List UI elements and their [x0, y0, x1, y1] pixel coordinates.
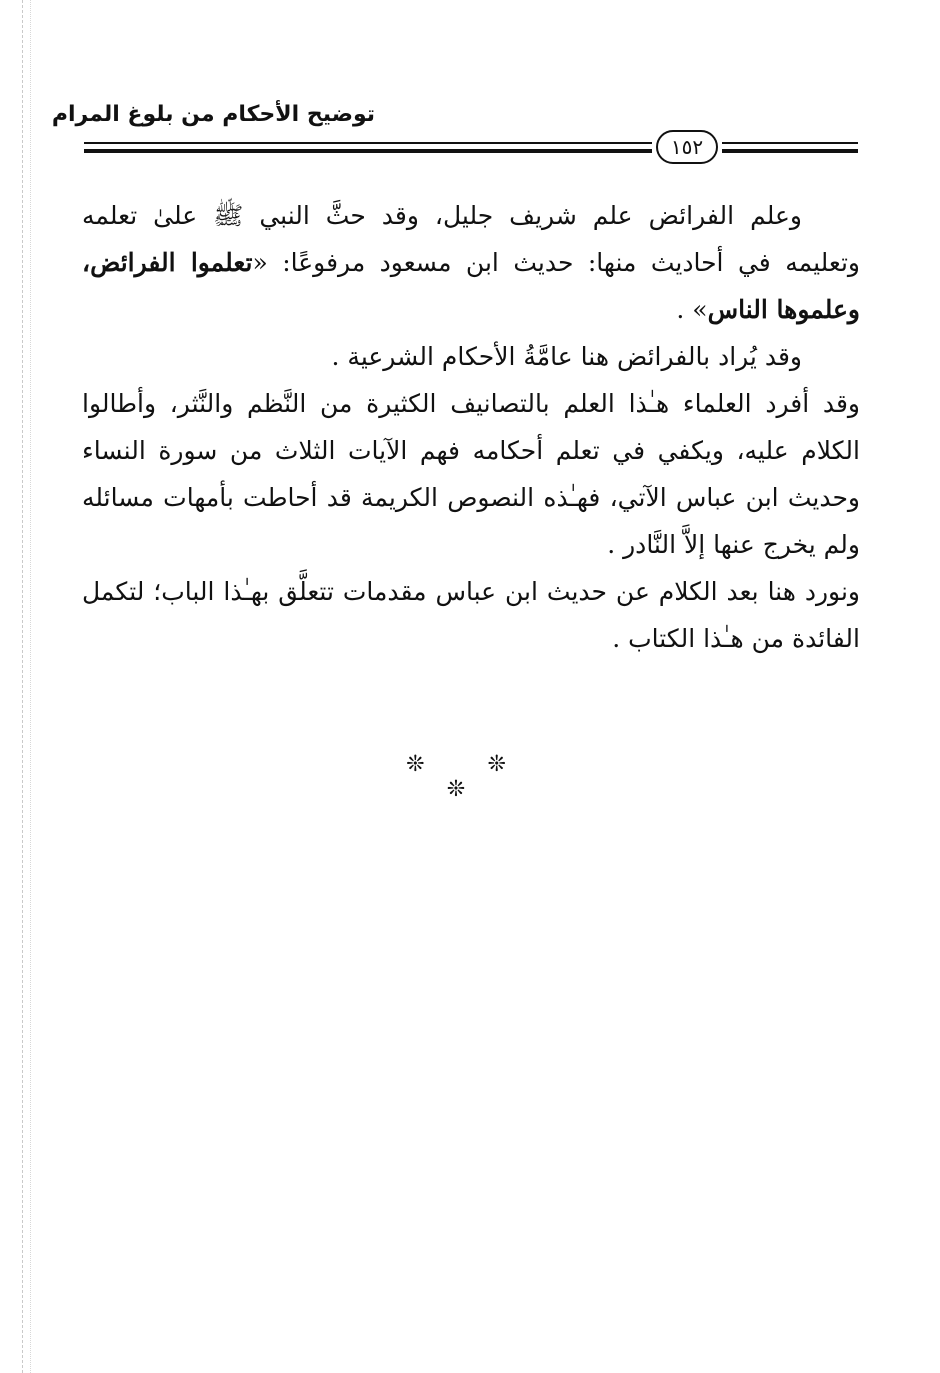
- body-text: [82, 192, 860, 662]
- scan-edge-line-inner: [30, 0, 31, 1373]
- page-number-badge: ١٥٢: [656, 130, 718, 164]
- header-rule-thick-right: [722, 149, 858, 153]
- paragraph-1-text: وعلم الفرائض علم شريف جليل، وقد حثَّ النبي ﷺ علىٰ تعلمه وتعليمه في أحاديث منها: حديث ابن مسعود مرفوعًا: «: [82, 201, 860, 277]
- paragraph-1: [82, 192, 860, 333]
- running-header-title: توضيح الأحكام من بلوغ المرام: [51, 102, 375, 127]
- hadith-quote: تعلموا الفرائض، وعلموها الناس: [82, 248, 860, 324]
- header-rule-thin-left: [84, 142, 652, 144]
- paragraph-4: ونورد هنا بعد الكلام عن حديث ابن عباس مقدمات تتعلَّق بهـٰذا الباب؛ لتكمل الفائدة من هـٰذا الكتاب .: [82, 577, 860, 653]
- header-rule-thin-right: [722, 142, 858, 144]
- scan-edge-line: [22, 0, 23, 1373]
- paragraph-2: وقد يُراد بالفرائض هنا عامَّةُ الأحكام الشرعية .: [331, 342, 802, 371]
- paragraph-3: وقد أفرد العلماء هـٰذا العلم بالتصانيف الكثيرة من النَّظم والنَّثر، وأطالوا الكلام عليه، ويكفي في تعلم أحكامه فهم الآيات الثلاث من سورة النساء وحديث ابن عباس الآتي، فهـٰذه النصوص الكريمة قد أحاطت بأمهات مسائله ولم يخرج عنها إلاَّ النَّادر .: [82, 389, 860, 559]
- section-separator-stars: ❊ ❊ ❊: [406, 752, 534, 802]
- paragraph-1-end: » .: [676, 295, 708, 324]
- header-rule-thick-left: [84, 149, 652, 153]
